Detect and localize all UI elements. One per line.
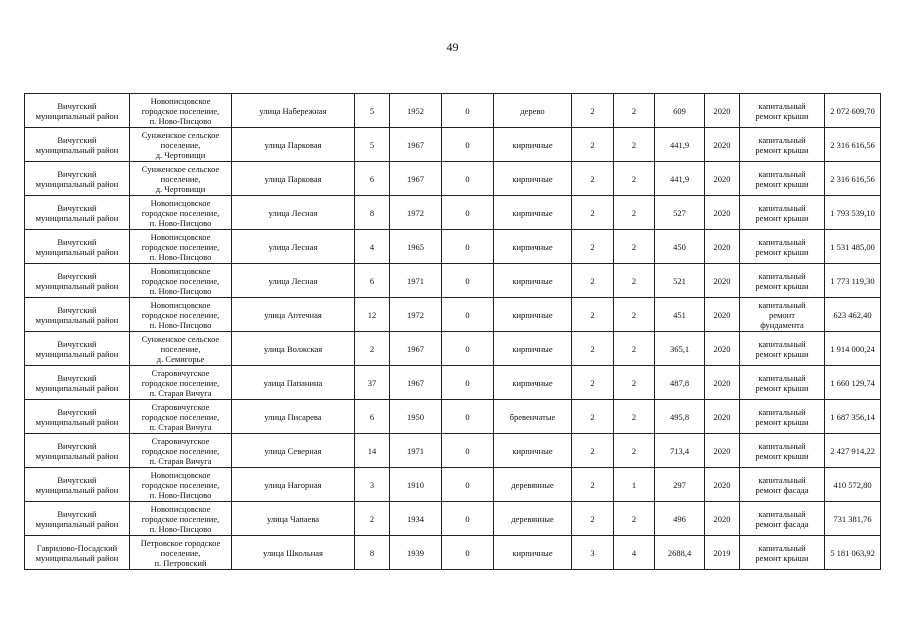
- build-year-cell: 1967: [390, 332, 442, 366]
- district-cell: Гаврилово-Посадский муниципальный район: [25, 536, 130, 570]
- plan-year-cell: 2020: [705, 94, 740, 128]
- cost-cell: 1 660 129,74: [825, 366, 881, 400]
- area-cell: 713,4: [655, 434, 705, 468]
- street-cell: улица Северная: [232, 434, 355, 468]
- work-type-cell: капитальный ремонт крыши: [740, 94, 825, 128]
- build-year-cell: 1967: [390, 162, 442, 196]
- table-row: [25, 502, 881, 536]
- cost-cell: 410 572,80: [825, 468, 881, 502]
- area-cell: 441,9: [655, 128, 705, 162]
- build-year-cell: 1950: [390, 400, 442, 434]
- floors-cell: 2: [572, 162, 614, 196]
- settlement-cell: Сунженское сельское поселение, д. Семигорье: [130, 332, 232, 366]
- street-cell: улица Лесная: [232, 230, 355, 264]
- entrances-cell: 2: [614, 128, 655, 162]
- district-cell: Вичугский муниципальный район: [25, 468, 130, 502]
- street-cell: улица Чапаева: [232, 502, 355, 536]
- area-cell: 521: [655, 264, 705, 298]
- zero-cell: 0: [442, 94, 494, 128]
- cost-cell: 1 687 356,14: [825, 400, 881, 434]
- table-row: [25, 94, 881, 128]
- table-row: [25, 162, 881, 196]
- entrances-cell: 2: [614, 366, 655, 400]
- district-cell: Вичугский муниципальный район: [25, 230, 130, 264]
- wall-material-cell: кирпичные: [494, 536, 572, 570]
- house-number-cell: 5: [355, 128, 390, 162]
- floors-cell: 2: [572, 400, 614, 434]
- district-cell: Вичугский муниципальный район: [25, 332, 130, 366]
- area-cell: 496: [655, 502, 705, 536]
- work-type-cell: капитальный ремонт фасада: [740, 468, 825, 502]
- entrances-cell: 2: [614, 196, 655, 230]
- entrances-cell: 4: [614, 536, 655, 570]
- work-type-cell: капитальный ремонт крыши: [740, 434, 825, 468]
- floors-cell: 2: [572, 366, 614, 400]
- area-cell: 487,8: [655, 366, 705, 400]
- district-cell: Вичугский муниципальный район: [25, 162, 130, 196]
- house-number-cell: 6: [355, 264, 390, 298]
- district-cell: Вичугский муниципальный район: [25, 298, 130, 332]
- table-row: [25, 196, 881, 230]
- table-row: [25, 468, 881, 502]
- floors-cell: 2: [572, 128, 614, 162]
- zero-cell: 0: [442, 366, 494, 400]
- house-number-cell: 3: [355, 468, 390, 502]
- work-type-cell: капитальный ремонт крыши: [740, 162, 825, 196]
- district-cell: Вичугский муниципальный район: [25, 434, 130, 468]
- plan-year-cell: 2020: [705, 332, 740, 366]
- district-cell: Вичугский муниципальный район: [25, 400, 130, 434]
- plan-year-cell: 2020: [705, 264, 740, 298]
- settlement-cell: Петровское городское поселение, п. Петровский: [130, 536, 232, 570]
- table-row: [25, 332, 881, 366]
- floors-cell: 2: [572, 502, 614, 536]
- floors-cell: 2: [572, 468, 614, 502]
- build-year-cell: 1967: [390, 366, 442, 400]
- table-row: [25, 128, 881, 162]
- work-type-cell: капитальный ремонт крыши: [740, 400, 825, 434]
- table-body: [25, 94, 881, 570]
- wall-material-cell: кирпичные: [494, 434, 572, 468]
- cost-cell: 2 316 616,56: [825, 128, 881, 162]
- zero-cell: 0: [442, 502, 494, 536]
- entrances-cell: 2: [614, 298, 655, 332]
- wall-material-cell: кирпичные: [494, 298, 572, 332]
- build-year-cell: 1952: [390, 94, 442, 128]
- zero-cell: 0: [442, 536, 494, 570]
- table-row: [25, 264, 881, 298]
- plan-year-cell: 2020: [705, 128, 740, 162]
- wall-material-cell: кирпичные: [494, 366, 572, 400]
- floors-cell: 2: [572, 196, 614, 230]
- wall-material-cell: кирпичные: [494, 162, 572, 196]
- wall-material-cell: кирпичные: [494, 230, 572, 264]
- plan-year-cell: 2020: [705, 162, 740, 196]
- street-cell: улица Нагорная: [232, 468, 355, 502]
- entrances-cell: 2: [614, 264, 655, 298]
- plan-year-cell: 2019: [705, 536, 740, 570]
- wall-material-cell: кирпичные: [494, 332, 572, 366]
- plan-year-cell: 2020: [705, 196, 740, 230]
- plan-year-cell: 2020: [705, 230, 740, 264]
- build-year-cell: 1939: [390, 536, 442, 570]
- table-row: [25, 400, 881, 434]
- build-year-cell: 1910: [390, 468, 442, 502]
- house-number-cell: 2: [355, 332, 390, 366]
- wall-material-cell: бревенчатые: [494, 400, 572, 434]
- zero-cell: 0: [442, 128, 494, 162]
- district-cell: Вичугский муниципальный район: [25, 502, 130, 536]
- zero-cell: 0: [442, 400, 494, 434]
- wall-material-cell: деревянные: [494, 468, 572, 502]
- house-number-cell: 37: [355, 366, 390, 400]
- plan-year-cell: 2020: [705, 366, 740, 400]
- settlement-cell: Новописцовское городское поселение, п. Ново-Писцово: [130, 502, 232, 536]
- build-year-cell: 1934: [390, 502, 442, 536]
- area-cell: 450: [655, 230, 705, 264]
- floors-cell: 2: [572, 434, 614, 468]
- street-cell: улица Волжская: [232, 332, 355, 366]
- work-type-cell: капитальный ремонт крыши: [740, 196, 825, 230]
- settlement-cell: Старовичугское городское поселение, п. Старая Вичуга: [130, 434, 232, 468]
- street-cell: улица Аптечная: [232, 298, 355, 332]
- area-cell: 451: [655, 298, 705, 332]
- zero-cell: 0: [442, 196, 494, 230]
- cost-cell: 2 316 616,56: [825, 162, 881, 196]
- wall-material-cell: деревянные: [494, 502, 572, 536]
- street-cell: улица Папанина: [232, 366, 355, 400]
- table-row: [25, 230, 881, 264]
- plan-year-cell: 2020: [705, 434, 740, 468]
- entrances-cell: 2: [614, 400, 655, 434]
- house-number-cell: 2: [355, 502, 390, 536]
- district-cell: Вичугский муниципальный район: [25, 264, 130, 298]
- settlement-cell: Новописцовское городское поселение, п. Ново-Писцово: [130, 94, 232, 128]
- settlement-cell: Старовичугское городское поселение, п. Старая Вичуга: [130, 366, 232, 400]
- settlement-cell: Новописцовское городское поселение, п. Ново-Писцово: [130, 468, 232, 502]
- area-cell: 297: [655, 468, 705, 502]
- area-cell: 441,9: [655, 162, 705, 196]
- work-type-cell: капитальный ремонт крыши: [740, 332, 825, 366]
- wall-material-cell: дерево: [494, 94, 572, 128]
- district-cell: Вичугский муниципальный район: [25, 128, 130, 162]
- settlement-cell: Новописцовское городское поселение, п. Ново-Писцово: [130, 264, 232, 298]
- floors-cell: 2: [572, 332, 614, 366]
- entrances-cell: 2: [614, 162, 655, 196]
- work-type-cell: капитальный ремонт крыши: [740, 128, 825, 162]
- build-year-cell: 1972: [390, 298, 442, 332]
- entrances-cell: 2: [614, 434, 655, 468]
- floors-cell: 2: [572, 298, 614, 332]
- street-cell: улица Парковая: [232, 128, 355, 162]
- area-cell: 2688,4: [655, 536, 705, 570]
- settlement-cell: Сунженское сельское поселение, д. Чертовищи: [130, 128, 232, 162]
- floors-cell: 2: [572, 94, 614, 128]
- zero-cell: 0: [442, 264, 494, 298]
- area-cell: 365,1: [655, 332, 705, 366]
- plan-year-cell: 2020: [705, 298, 740, 332]
- entrances-cell: 2: [614, 94, 655, 128]
- house-number-cell: 14: [355, 434, 390, 468]
- build-year-cell: 1971: [390, 434, 442, 468]
- build-year-cell: 1972: [390, 196, 442, 230]
- entrances-cell: 2: [614, 502, 655, 536]
- build-year-cell: 1971: [390, 264, 442, 298]
- district-cell: Вичугский муниципальный район: [25, 94, 130, 128]
- build-year-cell: 1967: [390, 128, 442, 162]
- cost-cell: 1 773 119,30: [825, 264, 881, 298]
- street-cell: улица Лесная: [232, 264, 355, 298]
- table-row: [25, 434, 881, 468]
- house-number-cell: 6: [355, 400, 390, 434]
- house-number-cell: 12: [355, 298, 390, 332]
- zero-cell: 0: [442, 230, 494, 264]
- settlement-cell: Новописцовское городское поселение, п. Ново-Писцово: [130, 230, 232, 264]
- plan-year-cell: 2020: [705, 400, 740, 434]
- entrances-cell: 1: [614, 468, 655, 502]
- cost-cell: 1 914 000,24: [825, 332, 881, 366]
- plan-year-cell: 2020: [705, 468, 740, 502]
- cost-cell: 731 381,76: [825, 502, 881, 536]
- zero-cell: 0: [442, 298, 494, 332]
- plan-year-cell: 2020: [705, 502, 740, 536]
- work-type-cell: капитальный ремонт фасада: [740, 502, 825, 536]
- cost-cell: 623 462,40: [825, 298, 881, 332]
- zero-cell: 0: [442, 332, 494, 366]
- entrances-cell: 2: [614, 332, 655, 366]
- house-number-cell: 5: [355, 94, 390, 128]
- cost-cell: 1 531 485,00: [825, 230, 881, 264]
- cost-cell: 2 427 914,22: [825, 434, 881, 468]
- cost-cell: 2 072 609,70: [825, 94, 881, 128]
- floors-cell: 3: [572, 536, 614, 570]
- area-cell: 609: [655, 94, 705, 128]
- zero-cell: 0: [442, 434, 494, 468]
- zero-cell: 0: [442, 468, 494, 502]
- settlement-cell: Старовичугское городское поселение, п. Старая Вичуга: [130, 400, 232, 434]
- work-type-cell: капитальный ремонт крыши: [740, 264, 825, 298]
- street-cell: улица Парковая: [232, 162, 355, 196]
- wall-material-cell: кирпичные: [494, 128, 572, 162]
- house-number-cell: 8: [355, 536, 390, 570]
- district-cell: Вичугский муниципальный район: [25, 196, 130, 230]
- build-year-cell: 1965: [390, 230, 442, 264]
- area-cell: 527: [655, 196, 705, 230]
- house-number-cell: 6: [355, 162, 390, 196]
- work-type-cell: капитальный ремонт крыши: [740, 230, 825, 264]
- floors-cell: 2: [572, 230, 614, 264]
- district-cell: Вичугский муниципальный район: [25, 366, 130, 400]
- entrances-cell: 2: [614, 230, 655, 264]
- page-number: 49: [446, 40, 459, 54]
- street-cell: улица Лесная: [232, 196, 355, 230]
- cost-cell: 5 181 063,92: [825, 536, 881, 570]
- zero-cell: 0: [442, 162, 494, 196]
- work-type-cell: капитальный ремонт крыши: [740, 366, 825, 400]
- housing-repair-table: [24, 93, 881, 570]
- work-type-cell: капитальный ремонт фундамента: [740, 298, 825, 332]
- street-cell: улица Школьная: [232, 536, 355, 570]
- work-type-cell: капитальный ремонт крыши: [740, 536, 825, 570]
- settlement-cell: Новописцовское городское поселение, п. Ново-Писцово: [130, 298, 232, 332]
- settlement-cell: Сунженское сельское поселение, д. Чертовищи: [130, 162, 232, 196]
- table-row: [25, 366, 881, 400]
- area-cell: 495,8: [655, 400, 705, 434]
- settlement-cell: Новописцовское городское поселение, п. Ново-Писцово: [130, 196, 232, 230]
- house-number-cell: 4: [355, 230, 390, 264]
- table-row: [25, 536, 881, 570]
- wall-material-cell: кирпичные: [494, 264, 572, 298]
- street-cell: улица Писарева: [232, 400, 355, 434]
- house-number-cell: 8: [355, 196, 390, 230]
- floors-cell: 2: [572, 264, 614, 298]
- table-row: [25, 298, 881, 332]
- wall-material-cell: кирпичные: [494, 196, 572, 230]
- street-cell: улица Набережная: [232, 94, 355, 128]
- cost-cell: 1 793 539,10: [825, 196, 881, 230]
